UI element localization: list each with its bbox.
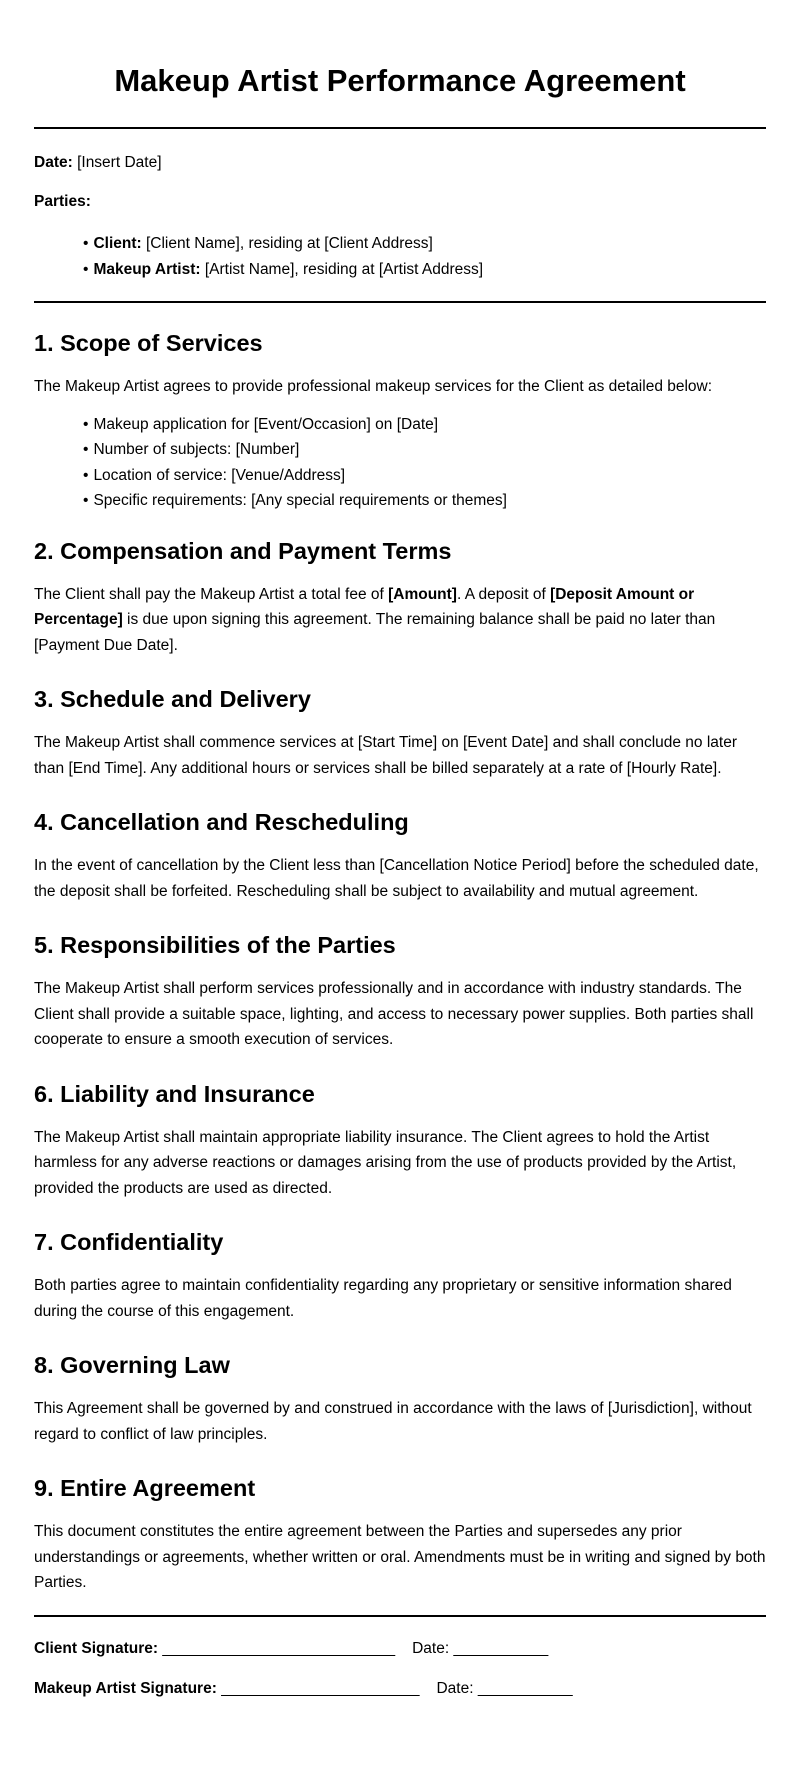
party-client-text: [Client Name], residing at [Client Address] <box>145 235 433 252</box>
section-text-compensation <box>34 582 766 659</box>
artist-signature-line[interactable]: _______________________ <box>221 1679 420 1697</box>
bullet: • <box>83 415 89 433</box>
client-signature-label: Client Signature: <box>34 1639 159 1657</box>
party-client-label: Client: <box>93 235 142 252</box>
section-heading-compensation: 2. Compensation and Payment Terms <box>34 537 452 564</box>
section-text-governing-law: This Agreement shall be governed by and construed in accordance with the laws of [Jurisdiction], without regard to conflict of law principles. <box>34 1400 752 1443</box>
list-item-text: Makeup application for [Event/Occasion] on [Date] <box>93 415 439 433</box>
party-client <box>83 231 766 257</box>
client-date-label: Date: <box>412 1639 450 1657</box>
parties-heading <box>34 191 766 213</box>
parties-label: Parties: <box>34 193 91 210</box>
bullet: • <box>83 441 89 458</box>
compensation-text-c: is due upon signing this agreement. The remaining balance shall be paid no later than [Payment Due Date]. <box>34 611 716 654</box>
section-heading-confidentiality: 7. Confidentiality <box>34 1229 224 1255</box>
compensation-text-b: . A deposit of <box>456 585 551 603</box>
list-item <box>83 437 766 463</box>
list-item <box>83 412 766 438</box>
list-item-text: Location of service: [Venue/Address] <box>93 466 346 484</box>
list-item <box>83 488 766 514</box>
section-heading-scope: 1. Scope of Services <box>34 330 263 356</box>
section-heading-responsibilities: 5. Responsibilities of the Parties <box>34 932 396 958</box>
scope-list <box>34 412 766 514</box>
divider-signatures <box>34 1615 766 1617</box>
parties-list <box>34 231 766 282</box>
bullet: • <box>83 492 89 509</box>
compensation-deposit: [Deposit Amount or Percentage] <box>34 585 695 628</box>
section-text-confidentiality: Both parties agree to maintain confidentiality regarding any proprietary or sensitive information shared during the course of this engagement. <box>34 1277 732 1320</box>
page-title: Makeup Artist Performance Agreement <box>114 63 686 98</box>
client-signature-line[interactable]: ___________________________ <box>162 1639 396 1657</box>
section-text-scope: The Makeup Artist agrees to provide professional makeup services for the Client as detailed below: <box>34 378 713 395</box>
date-label: Date: <box>34 154 73 171</box>
divider-parties <box>34 301 766 303</box>
divider-top <box>34 127 766 129</box>
agreement-date <box>34 152 766 174</box>
bullet: • <box>83 235 89 252</box>
section-text-liability: The Makeup Artist shall maintain appropriate liability insurance. The Client agrees to hold the Artist harmless for any adverse reactions or damages arising from the use of products provided by the Artist, provided the products are used as directed. <box>34 1128 737 1197</box>
party-artist-label: Makeup Artist: <box>93 260 201 278</box>
party-artist <box>83 257 766 283</box>
section-heading-schedule: 3. Schedule and Delivery <box>34 686 311 712</box>
section-heading-entire-agreement: 9. Entire Agreement <box>34 1475 256 1501</box>
list-item-text: Number of subjects: [Number] <box>93 441 300 458</box>
party-artist-text: [Artist Name], residing at [Artist Address] <box>204 260 484 278</box>
artist-signature-label: Makeup Artist Signature: <box>34 1679 217 1697</box>
compensation-text-a: The Client shall pay the Makeup Artist a total fee of <box>34 585 389 603</box>
section-text-cancellation: In the event of cancellation by the Client less than [Cancellation Notice Period] before the scheduled date, the deposit shall be forfeited. Rescheduling shall be subject to availability and mutual agreement. <box>34 857 759 900</box>
list-item <box>83 463 766 489</box>
artist-date-label: Date: <box>436 1679 474 1697</box>
date-value: [Insert Date] <box>77 154 162 171</box>
section-text-responsibilities: The Makeup Artist shall perform services professionally and in accordance with industry standards. The Client shall provide a suitable space, lighting, and access to necessary power supplies. Both parties shall cooperate to ensure a smooth execution of services. <box>34 980 754 1048</box>
section-text-schedule: The Makeup Artist shall commence services at [Start Time] on [Event Date] and shall conclude no later than [End Time]. Any additional hours or services shall be billed separately at a rate of [Hourly Rate]. <box>34 734 738 777</box>
bullet: • <box>83 466 89 484</box>
client-date-line[interactable]: ___________ <box>453 1639 549 1657</box>
artist-date-line[interactable]: ___________ <box>477 1679 573 1697</box>
artist-signature-row <box>34 1678 766 1700</box>
section-heading-cancellation: 4. Cancellation and Rescheduling <box>34 809 409 835</box>
section-heading-liability: 6. Liability and Insurance <box>34 1080 315 1107</box>
section-heading-governing-law: 8. Governing Law <box>34 1352 230 1378</box>
bullet: • <box>83 260 89 278</box>
compensation-amount: [Amount] <box>388 585 457 603</box>
section-text-entire-agreement: This document constitutes the entire agreement between the Parties and supersedes any prior understandings or agreements, whether written or oral. Amendments must be in writing and signed by both Parties. <box>34 1523 766 1591</box>
list-item-text: Specific requirements: [Any special requirements or themes] <box>93 492 507 509</box>
client-signature-row <box>34 1638 766 1660</box>
